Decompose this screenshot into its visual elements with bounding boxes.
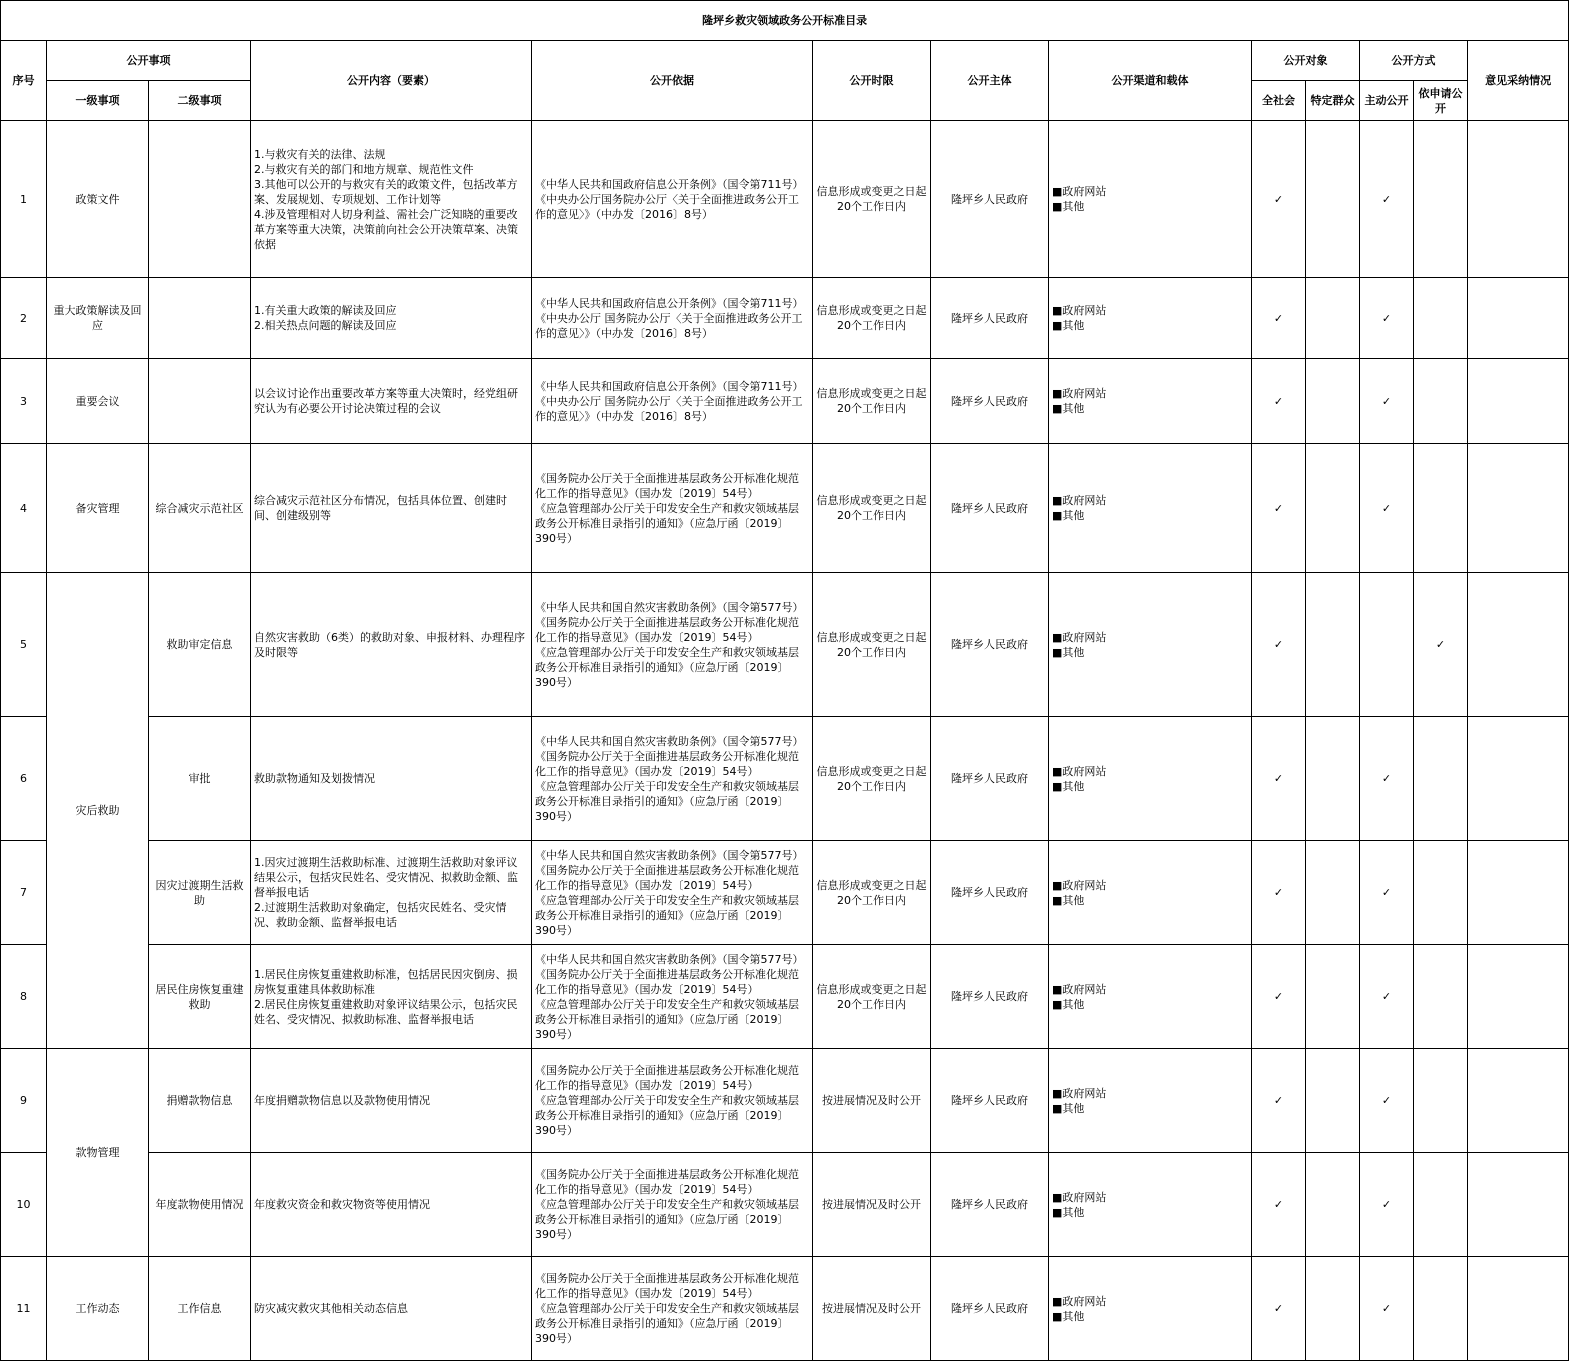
row-number: 11	[1, 1257, 47, 1361]
content-cell-line: 综合减灾示范社区分布情况，包括具体位置、创建时间、创建级别等	[254, 494, 507, 522]
feedback-cell	[1468, 359, 1569, 444]
header-method-apply: 依申请公开	[1414, 81, 1468, 121]
channel-cell	[1049, 573, 1252, 717]
basis-cell	[532, 945, 813, 1049]
basis-cell-line: 《应急管理部办公厅关于印发安全生产和救灾领域基层政务公开标准目录指引的通知》（应急厅函〔2019〕390号）	[535, 893, 799, 937]
content-cell-line: 2.过渡期生活救助对象确定，包括灾民姓名、受灾情况、救助金额、监督举报电话	[254, 901, 507, 929]
table-row	[1, 841, 1569, 945]
basis-cell	[532, 841, 813, 945]
level2-item: 工作信息	[149, 1257, 251, 1361]
level2-item	[149, 121, 251, 278]
time-limit-cell: 信息形成或变更之日起20个工作日内	[813, 444, 931, 573]
method-apply-check	[1414, 1257, 1468, 1361]
basis-cell-line: 《国务院办公厅关于全面推进基层政务公开标准化规范化工作的指导意见》（国办发〔2019〕54号）	[535, 471, 799, 500]
target-all-check: ✓	[1252, 121, 1306, 278]
content-cell	[251, 717, 532, 841]
channel-cell	[1049, 1257, 1252, 1361]
channel-cell-line: ■其他	[1052, 1309, 1085, 1323]
basis-cell-line: 《中华人民共和国政府信息公开条例》（国令第711号）	[535, 379, 804, 393]
target-specific-check	[1306, 573, 1360, 717]
method-apply-check	[1414, 359, 1468, 444]
basis-cell-line: 《应急管理部办公厅关于印发安全生产和救灾领域基层政务公开标准目录指引的通知》（应急厅函〔2019〕390号）	[535, 1302, 799, 1345]
page-title: 隆坪乡救灾领域政务公开标准目录	[1, 1, 1569, 41]
header-target: 公开对象	[1252, 41, 1360, 81]
channel-cell-line: ■政府网站	[1052, 387, 1107, 400]
channel-cell	[1049, 121, 1252, 278]
header-level2: 二级事项	[149, 81, 251, 121]
target-all-check: ✓	[1252, 841, 1306, 945]
channel-cell-line: ■其他	[1052, 779, 1085, 793]
basis-cell-line: 《国务院办公厅关于全面推进基层政务公开标准化规范化工作的指导意见》（国办发〔2019〕54号）	[535, 749, 799, 778]
target-specific-check	[1306, 717, 1360, 841]
method-active-check: ✓	[1360, 121, 1414, 278]
channel-cell	[1049, 1049, 1252, 1153]
target-specific-check	[1306, 359, 1360, 444]
method-apply-check	[1414, 278, 1468, 359]
subject-cell: 隆坪乡人民政府	[931, 1257, 1049, 1361]
method-apply-check	[1414, 1049, 1468, 1153]
header-channel: 公开渠道和载体	[1049, 41, 1252, 121]
content-cell-line: 2.居民住房恢复重建救助对象评议结果公示，包括灾民姓名、受灾情况、拟救助标准、监督举报电话	[254, 997, 518, 1026]
table-row	[1, 359, 1569, 444]
channel-cell-line: ■政府网站	[1052, 494, 1107, 507]
table-row	[1, 1049, 1569, 1153]
row-number: 1	[1, 121, 47, 278]
time-limit-cell: 信息形成或变更之日起20个工作日内	[813, 121, 931, 278]
channel-cell-line: ■其他	[1052, 200, 1085, 213]
target-all-check: ✓	[1252, 278, 1306, 359]
content-cell	[251, 121, 532, 278]
content-cell	[251, 945, 532, 1049]
content-cell-line: 1.有关重大政策的解读及回应	[254, 304, 397, 317]
method-apply-check	[1414, 945, 1468, 1049]
subject-cell: 隆坪乡人民政府	[931, 841, 1049, 945]
method-active-check	[1360, 573, 1414, 717]
target-specific-check	[1306, 121, 1360, 278]
basis-cell-line: 《应急管理部办公厅关于印发安全生产和救灾领域基层政务公开标准目录指引的通知》（应急厅函〔2019〕390号）	[535, 779, 799, 823]
level2-item: 捐赠款物信息	[149, 1049, 251, 1153]
header-row-1	[1, 41, 1569, 81]
header-basis: 公开依据	[532, 41, 813, 121]
level2-item: 综合减灾示范社区	[149, 444, 251, 573]
target-all-check: ✓	[1252, 359, 1306, 444]
table-row	[1, 1153, 1569, 1257]
channel-cell-line: ■其他	[1052, 319, 1085, 332]
basis-cell-line: 《国务院办公厅关于全面推进基层政务公开标准化规范化工作的指导意见》（国办发〔2019〕54号）	[535, 967, 799, 996]
target-all-check: ✓	[1252, 945, 1306, 1049]
channel-cell-line: ■政府网站	[1052, 764, 1107, 778]
channel-cell-line: ■政府网站	[1052, 630, 1107, 644]
level2-item: 审批	[149, 717, 251, 841]
time-limit-cell: 信息形成或变更之日起20个工作日内	[813, 278, 931, 359]
header-subject: 公开主体	[931, 41, 1049, 121]
basis-cell	[532, 1257, 813, 1361]
basis-cell	[532, 278, 813, 359]
basis-cell-line: 《中华人民共和国政府信息公开条例》（国令第711号）	[535, 177, 804, 191]
content-cell-line: 1.与救灾有关的法律、法规	[254, 147, 386, 161]
content-cell-line: 救助款物通知及划拨情况	[254, 772, 375, 785]
target-specific-check	[1306, 278, 1360, 359]
level2-item	[149, 359, 251, 444]
channel-cell	[1049, 841, 1252, 945]
feedback-cell	[1468, 444, 1569, 573]
content-cell-line: 自然灾害救助（6类）的救助对象、申报材料、办理程序及时限等	[254, 630, 525, 659]
level2-item: 年度款物使用情况	[149, 1153, 251, 1257]
basis-cell-line: 《中华人民共和国自然灾害救助条例》（国令第577号）	[535, 600, 804, 614]
channel-cell	[1049, 1153, 1252, 1257]
channel-cell-line: ■其他	[1052, 997, 1085, 1011]
channel-cell-line: ■其他	[1052, 402, 1085, 415]
feedback-cell	[1468, 841, 1569, 945]
channel-cell-line: ■其他	[1052, 1205, 1085, 1219]
time-limit-cell: 按进展情况及时公开	[813, 1153, 931, 1257]
channel-cell	[1049, 945, 1252, 1049]
basis-cell	[532, 121, 813, 278]
level1-item: 重要会议	[47, 359, 149, 444]
row-number: 2	[1, 278, 47, 359]
content-cell-line: 年度救灾资金和救灾物资等使用情况	[254, 1198, 430, 1211]
table-row	[1, 945, 1569, 1049]
feedback-cell	[1468, 1049, 1569, 1153]
level1-item: 款物管理	[47, 1049, 149, 1257]
level1-item: 工作动态	[47, 1257, 149, 1361]
header-time-limit: 公开时限	[813, 41, 931, 121]
header-content: 公开内容（要素）	[251, 41, 532, 121]
header-seq: 序号	[1, 41, 47, 121]
header-method: 公开方式	[1360, 41, 1468, 81]
method-apply-check	[1414, 444, 1468, 573]
row-number: 4	[1, 444, 47, 573]
target-specific-check	[1306, 444, 1360, 573]
method-active-check: ✓	[1360, 359, 1414, 444]
feedback-cell	[1468, 1153, 1569, 1257]
target-all-check: ✓	[1252, 1153, 1306, 1257]
table-row	[1, 444, 1569, 573]
row-number: 3	[1, 359, 47, 444]
target-specific-check	[1306, 1257, 1360, 1361]
content-cell-line: 2.与救灾有关的部门和地方规章、规范性文件	[254, 162, 474, 176]
content-cell-line: 3.其他可以公开的与救灾有关的政策文件，包括改革方案、发展规划、专项规划、工作计划等	[254, 177, 518, 206]
level1-item: 灾后救助	[47, 573, 149, 1049]
basis-cell-line: 《中央办公厅 国务院办公厅〈关于全面推进政务公开工作的意见〉》（中办发〔2016〕8号）	[535, 394, 803, 423]
target-specific-check	[1306, 1049, 1360, 1153]
row-number: 9	[1, 1049, 47, 1153]
method-apply-check: ✓	[1414, 573, 1468, 717]
subject-cell: 隆坪乡人民政府	[931, 359, 1049, 444]
basis-cell-line: 《中华人民共和国自然灾害救助条例》（国令第577号）	[535, 952, 804, 966]
channel-cell-line: ■其他	[1052, 893, 1085, 907]
method-active-check: ✓	[1360, 841, 1414, 945]
level1-item: 政策文件	[47, 121, 149, 278]
channel-cell	[1049, 278, 1252, 359]
table-row	[1, 121, 1569, 278]
table-row	[1, 573, 1569, 717]
header-level1: 一级事项	[47, 81, 149, 121]
feedback-cell	[1468, 1257, 1569, 1361]
level2-item: 居民住房恢复重建救助	[149, 945, 251, 1049]
channel-cell-line: ■政府网站	[1052, 1294, 1107, 1308]
content-cell	[251, 841, 532, 945]
time-limit-cell: 信息形成或变更之日起20个工作日内	[813, 717, 931, 841]
subject-cell: 隆坪乡人民政府	[931, 717, 1049, 841]
target-all-check: ✓	[1252, 717, 1306, 841]
content-cell	[251, 1257, 532, 1361]
table-row	[1, 717, 1569, 841]
method-active-check: ✓	[1360, 1153, 1414, 1257]
channel-cell-line: ■政府网站	[1052, 982, 1107, 996]
subject-cell: 隆坪乡人民政府	[931, 121, 1049, 278]
title-row	[1, 1, 1569, 41]
content-cell-line: 1.居民住房恢复重建救助标准，包括居民因灾倒房、损房恢复重建具体救助标准	[254, 967, 518, 996]
channel-cell-line: ■政府网站	[1052, 878, 1107, 892]
method-active-check: ✓	[1360, 444, 1414, 573]
target-specific-check	[1306, 841, 1360, 945]
channel-cell-line: ■政府网站	[1052, 1190, 1107, 1204]
level1-item: 备灾管理	[47, 444, 149, 573]
subject-cell: 隆坪乡人民政府	[931, 573, 1049, 717]
row-number: 5	[1, 573, 47, 717]
method-active-check: ✓	[1360, 717, 1414, 841]
row-number: 10	[1, 1153, 47, 1257]
method-active-check: ✓	[1360, 1049, 1414, 1153]
method-active-check: ✓	[1360, 278, 1414, 359]
channel-cell	[1049, 359, 1252, 444]
header-method-active: 主动公开	[1360, 81, 1414, 121]
content-cell	[251, 444, 532, 573]
content-cell-line: 1.因灾过渡期生活救助标准、过渡期生活救助对象评议结果公示，包括灾民姓名、受灾情况、拟救助金额、监督举报电话	[254, 856, 518, 899]
header-target-all: 全社会	[1252, 81, 1306, 121]
target-all-check: ✓	[1252, 573, 1306, 717]
basis-cell-line: 《中华人民共和国自然灾害救助条例》（国令第577号）	[535, 848, 804, 862]
subject-cell: 隆坪乡人民政府	[931, 278, 1049, 359]
time-limit-cell: 信息形成或变更之日起20个工作日内	[813, 945, 931, 1049]
time-limit-cell: 信息形成或变更之日起20个工作日内	[813, 359, 931, 444]
channel-cell	[1049, 444, 1252, 573]
header-items: 公开事项	[47, 41, 251, 81]
basis-cell-line: 《国务院办公厅关于全面推进基层政务公开标准化规范化工作的指导意见》（国办发〔2019〕54号）	[535, 1168, 799, 1196]
content-cell	[251, 573, 532, 717]
basis-cell-line: 《中华人民共和国自然灾害救助条例》（国令第577号）	[535, 734, 804, 748]
time-limit-cell: 信息形成或变更之日起20个工作日内	[813, 573, 931, 717]
method-apply-check	[1414, 1153, 1468, 1257]
basis-cell-line: 《国务院办公厅关于全面推进基层政务公开标准化规范化工作的指导意见》（国办发〔2019〕54号）	[535, 863, 799, 892]
basis-cell	[532, 573, 813, 717]
row-number: 7	[1, 841, 47, 945]
content-cell-line: 年度捐赠款物信息以及款物使用情况	[254, 1094, 430, 1107]
row-number: 6	[1, 717, 47, 841]
basis-cell	[532, 359, 813, 444]
time-limit-cell: 按进展情况及时公开	[813, 1049, 931, 1153]
target-all-check: ✓	[1252, 1257, 1306, 1361]
target-specific-check	[1306, 1153, 1360, 1257]
basis-cell-line: 《中央办公厅国务院办公厅〈关于全面推进政务公开工作的意见〉》（中办发〔2016〕8号）	[535, 192, 799, 221]
channel-cell	[1049, 717, 1252, 841]
header-feedback: 意见采纳情况	[1468, 41, 1569, 121]
feedback-cell	[1468, 278, 1569, 359]
basis-cell	[532, 1049, 813, 1153]
content-cell-line: 以会议讨论作出重要改革方案等重大决策时，经党组研究认为有必要公开讨论决策过程的会议	[254, 387, 518, 415]
row-number: 8	[1, 945, 47, 1049]
basis-cell-line: 《中华人民共和国政府信息公开条例》（国令第711号）	[535, 296, 804, 310]
content-cell	[251, 278, 532, 359]
feedback-cell	[1468, 121, 1569, 278]
channel-cell-line: ■其他	[1052, 645, 1085, 659]
method-active-check: ✓	[1360, 1257, 1414, 1361]
level1-item: 重大政策解读及回应	[47, 278, 149, 359]
channel-cell-line: ■其他	[1052, 509, 1085, 522]
target-all-check: ✓	[1252, 444, 1306, 573]
basis-cell-line: 《国务院办公厅关于全面推进基层政务公开标准化规范化工作的指导意见》（国办发〔2019〕54号）	[535, 615, 799, 644]
subject-cell: 隆坪乡人民政府	[931, 444, 1049, 573]
channel-cell-line: ■其他	[1052, 1101, 1085, 1115]
target-all-check: ✓	[1252, 1049, 1306, 1153]
feedback-cell	[1468, 717, 1569, 841]
target-specific-check	[1306, 945, 1360, 1049]
basis-cell-line: 《应急管理部办公厅关于印发安全生产和救灾领域基层政务公开标准目录指引的通知》（应急厅函〔2019〕390号）	[535, 997, 799, 1041]
content-cell	[251, 1153, 532, 1257]
time-limit-cell: 信息形成或变更之日起20个工作日内	[813, 841, 931, 945]
basis-cell-line: 《应急管理部办公厅关于印发安全生产和救灾领域基层政务公开标准目录指引的通知》（应急厅函〔2019〕390号）	[535, 1094, 799, 1137]
subject-cell: 隆坪乡人民政府	[931, 945, 1049, 1049]
level2-item: 救助审定信息	[149, 573, 251, 717]
basis-cell	[532, 444, 813, 573]
time-limit-cell: 按进展情况及时公开	[813, 1257, 931, 1361]
channel-cell-line: ■政府网站	[1052, 185, 1107, 198]
basis-cell-line: 《国务院办公厅关于全面推进基层政务公开标准化规范化工作的指导意见》（国办发〔2019〕54号）	[535, 1272, 799, 1300]
level2-item	[149, 278, 251, 359]
content-cell	[251, 359, 532, 444]
method-apply-check	[1414, 717, 1468, 841]
subject-cell: 隆坪乡人民政府	[931, 1049, 1049, 1153]
level2-item: 因灾过渡期生活救助	[149, 841, 251, 945]
channel-cell-line: ■政府网站	[1052, 304, 1107, 317]
content-cell-line: 防灾减灾救灾其他相关动态信息	[254, 1302, 408, 1315]
basis-cell-line: 《国务院办公厅关于全面推进基层政务公开标准化规范化工作的指导意见》（国办发〔2019〕54号）	[535, 1064, 799, 1092]
content-cell	[251, 1049, 532, 1153]
table-row	[1, 278, 1569, 359]
basis-cell-line: 《应急管理部办公厅关于印发安全生产和救灾领域基层政务公开标准目录指引的通知》（应急厅函〔2019〕390号）	[535, 645, 799, 689]
basis-cell-line: 《应急管理部办公厅关于印发安全生产和救灾领域基层政务公开标准目录指引的通知》（应急厅函〔2019〕390号）	[535, 1198, 799, 1241]
basis-cell-line: 《中央办公厅 国务院办公厅〈关于全面推进政务公开工作的意见〉》（中办发〔2016〕8号）	[535, 311, 803, 340]
header-target-specific: 特定群众	[1306, 81, 1360, 121]
content-cell-line: 4.涉及管理相对人切身利益、需社会广泛知晓的重要改革方案等重大决策，决策前向社会公开决策草案、决策依据	[254, 207, 518, 251]
content-cell-line: 2.相关热点问题的解读及回应	[254, 319, 397, 332]
method-apply-check	[1414, 841, 1468, 945]
basis-cell	[532, 717, 813, 841]
basis-cell-line: 《应急管理部办公厅关于印发安全生产和救灾领域基层政务公开标准目录指引的通知》（应急厅函〔2019〕390号）	[535, 501, 799, 545]
feedback-cell	[1468, 945, 1569, 1049]
subject-cell: 隆坪乡人民政府	[931, 1153, 1049, 1257]
method-active-check: ✓	[1360, 945, 1414, 1049]
method-apply-check	[1414, 121, 1468, 278]
feedback-cell	[1468, 573, 1569, 717]
channel-cell-line: ■政府网站	[1052, 1086, 1107, 1100]
table-row	[1, 1257, 1569, 1361]
basis-cell	[532, 1153, 813, 1257]
